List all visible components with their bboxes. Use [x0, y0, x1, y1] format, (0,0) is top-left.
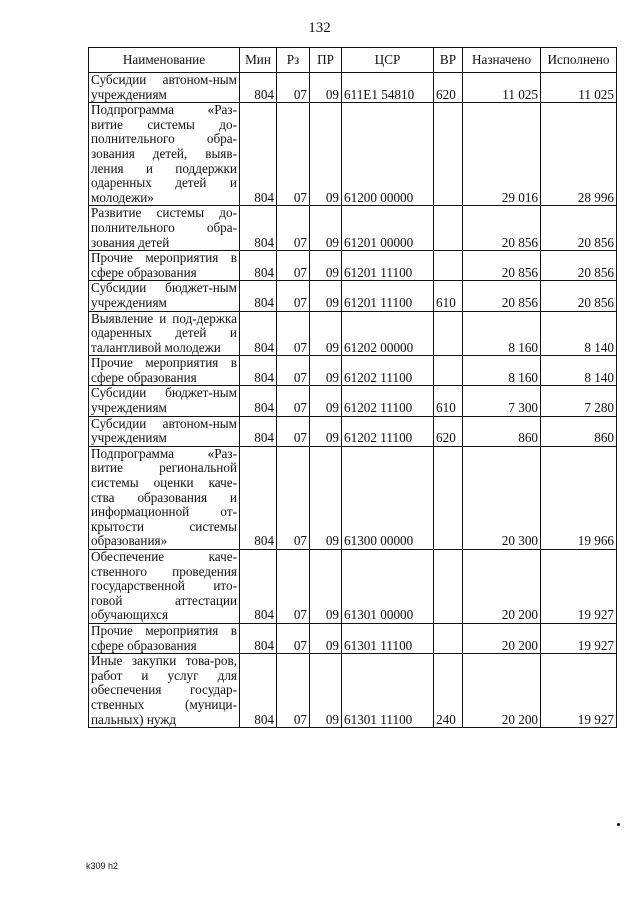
cell-rz: 07: [277, 386, 310, 416]
table-body: [89, 73, 617, 728]
cell-pr: 09: [310, 251, 342, 281]
cell-vr: [434, 311, 463, 356]
cell-rz: 07: [277, 103, 310, 206]
cell-executed: 11 025: [541, 73, 617, 103]
cell-pr: 09: [310, 73, 342, 103]
header-vr: ВР: [434, 48, 463, 73]
cell-csr: 611Е1 54810: [342, 73, 434, 103]
cell-name: Субсидии автоном-ным учреждениям: [89, 416, 240, 446]
table-row: [89, 386, 617, 416]
cell-executed: 19 966: [541, 446, 617, 549]
cell-executed: 8 140: [541, 356, 617, 386]
header-executed: Исполнено: [541, 48, 617, 73]
cell-pr: 09: [310, 446, 342, 549]
cell-vr: [434, 446, 463, 549]
table-row: [89, 311, 617, 356]
cell-min: 804: [240, 251, 277, 281]
cell-vr: [434, 251, 463, 281]
table-row: [89, 281, 617, 311]
header-planned: Назначено: [463, 48, 541, 73]
cell-name: Субсидии автоном-ным учреждениям: [89, 73, 240, 103]
stray-mark: [617, 823, 620, 826]
cell-name: Подпрограмма «Раз-витие системы до-полнительного обра-зования детей, выяв-ления и поддержки одаренных детей и молодежи»: [89, 103, 240, 206]
cell-csr: 61301 11100: [342, 623, 434, 653]
cell-name: Прочие мероприятия в сфере образования: [89, 356, 240, 386]
cell-min: 804: [240, 386, 277, 416]
cell-vr: 610: [434, 386, 463, 416]
cell-executed: 20 856: [541, 206, 617, 251]
cell-rz: 07: [277, 251, 310, 281]
cell-vr: 610: [434, 281, 463, 311]
cell-executed: 28 996: [541, 103, 617, 206]
header-pr: ПР: [310, 48, 342, 73]
header-min: Мин: [240, 48, 277, 73]
cell-vr: [434, 623, 463, 653]
cell-planned: 860: [463, 416, 541, 446]
cell-csr: 61301 11100: [342, 654, 434, 728]
cell-vr: [434, 356, 463, 386]
cell-executed: 7 280: [541, 386, 617, 416]
table-row: [89, 206, 617, 251]
table-row: [89, 623, 617, 653]
cell-executed: 19 927: [541, 623, 617, 653]
cell-pr: 09: [310, 311, 342, 356]
cell-csr: 61201 11100: [342, 281, 434, 311]
cell-planned: 7 300: [463, 386, 541, 416]
cell-pr: 09: [310, 654, 342, 728]
table-header-row: [89, 48, 617, 73]
cell-min: 804: [240, 654, 277, 728]
header-name: Наименование: [89, 48, 240, 73]
cell-executed: 19 927: [541, 654, 617, 728]
cell-csr: 61201 11100: [342, 251, 434, 281]
cell-pr: 09: [310, 281, 342, 311]
cell-vr: 240: [434, 654, 463, 728]
cell-min: 804: [240, 550, 277, 624]
cell-csr: 61201 00000: [342, 206, 434, 251]
cell-min: 804: [240, 311, 277, 356]
cell-min: 804: [240, 356, 277, 386]
page-number: 132: [308, 20, 331, 36]
cell-vr: 620: [434, 416, 463, 446]
table-row: [89, 446, 617, 549]
table-row: [89, 416, 617, 446]
cell-pr: 09: [310, 416, 342, 446]
cell-planned: 8 160: [463, 356, 541, 386]
cell-planned: 29 016: [463, 103, 541, 206]
cell-name: Подпрограмма «Раз-витие региональной системы оценки каче-ства образования и информационной от-крытости системы образования»: [89, 446, 240, 549]
cell-rz: 07: [277, 416, 310, 446]
cell-rz: 07: [277, 623, 310, 653]
cell-rz: 07: [277, 356, 310, 386]
cell-planned: 11 025: [463, 73, 541, 103]
cell-vr: [434, 103, 463, 206]
cell-min: 804: [240, 446, 277, 549]
table-row: [89, 654, 617, 728]
cell-planned: 20 856: [463, 251, 541, 281]
table-row: [89, 356, 617, 386]
cell-name: Развитие системы до-полнительного обра-зования детей: [89, 206, 240, 251]
cell-name: Прочие мероприятия в сфере образования: [89, 251, 240, 281]
cell-planned: 20 200: [463, 654, 541, 728]
cell-planned: 20 856: [463, 281, 541, 311]
cell-pr: 09: [310, 550, 342, 624]
cell-rz: 07: [277, 73, 310, 103]
cell-name: Прочие мероприятия в сфере образования: [89, 623, 240, 653]
header-csr: ЦСР: [342, 48, 434, 73]
cell-planned: 20 200: [463, 623, 541, 653]
cell-executed: 20 856: [541, 251, 617, 281]
cell-name: Обеспечение каче-ственного проведения государственной ито-говой аттестации обучающихся: [89, 550, 240, 624]
cell-min: 804: [240, 206, 277, 251]
table-row: [89, 73, 617, 103]
cell-min: 804: [240, 623, 277, 653]
cell-csr: 61301 00000: [342, 550, 434, 624]
cell-min: 804: [240, 103, 277, 206]
cell-pr: 09: [310, 356, 342, 386]
cell-planned: 20 200: [463, 550, 541, 624]
cell-executed: 19 927: [541, 550, 617, 624]
cell-min: 804: [240, 73, 277, 103]
cell-name: Выявление и под-держка одаренных детей и талантливой молодежи: [89, 311, 240, 356]
table-row: [89, 251, 617, 281]
cell-csr: 61202 11100: [342, 416, 434, 446]
cell-pr: 09: [310, 386, 342, 416]
cell-pr: 09: [310, 103, 342, 206]
cell-planned: 20 300: [463, 446, 541, 549]
cell-min: 804: [240, 416, 277, 446]
cell-planned: 20 856: [463, 206, 541, 251]
cell-executed: 20 856: [541, 281, 617, 311]
cell-vr: [434, 550, 463, 624]
cell-min: 804: [240, 281, 277, 311]
cell-rz: 07: [277, 654, 310, 728]
footer-code: k309 h2: [86, 861, 119, 871]
cell-rz: 07: [277, 281, 310, 311]
cell-vr: 620: [434, 73, 463, 103]
table-row: [89, 550, 617, 624]
header-rz: Рз: [277, 48, 310, 73]
cell-pr: 09: [310, 623, 342, 653]
cell-csr: 61200 00000: [342, 103, 434, 206]
cell-name: Субсидии бюджет-ным учреждениям: [89, 386, 240, 416]
cell-rz: 07: [277, 206, 310, 251]
cell-pr: 09: [310, 206, 342, 251]
cell-csr: 61202 00000: [342, 311, 434, 356]
cell-csr: 61202 11100: [342, 386, 434, 416]
cell-rz: 07: [277, 446, 310, 549]
cell-planned: 8 160: [463, 311, 541, 356]
cell-executed: 860: [541, 416, 617, 446]
cell-rz: 07: [277, 311, 310, 356]
cell-vr: [434, 206, 463, 251]
cell-executed: 8 140: [541, 311, 617, 356]
cell-rz: 07: [277, 550, 310, 624]
budget-table: [88, 47, 617, 728]
cell-name: Иные закупки това-ров, работ и услуг для обеспечения государ-ственных (муници-пальных) нужд: [89, 654, 240, 728]
table-row: [89, 103, 617, 206]
cell-name: Субсидии бюджет-ным учреждениям: [89, 281, 240, 311]
cell-csr: 61300 00000: [342, 446, 434, 549]
cell-csr: 61202 11100: [342, 356, 434, 386]
